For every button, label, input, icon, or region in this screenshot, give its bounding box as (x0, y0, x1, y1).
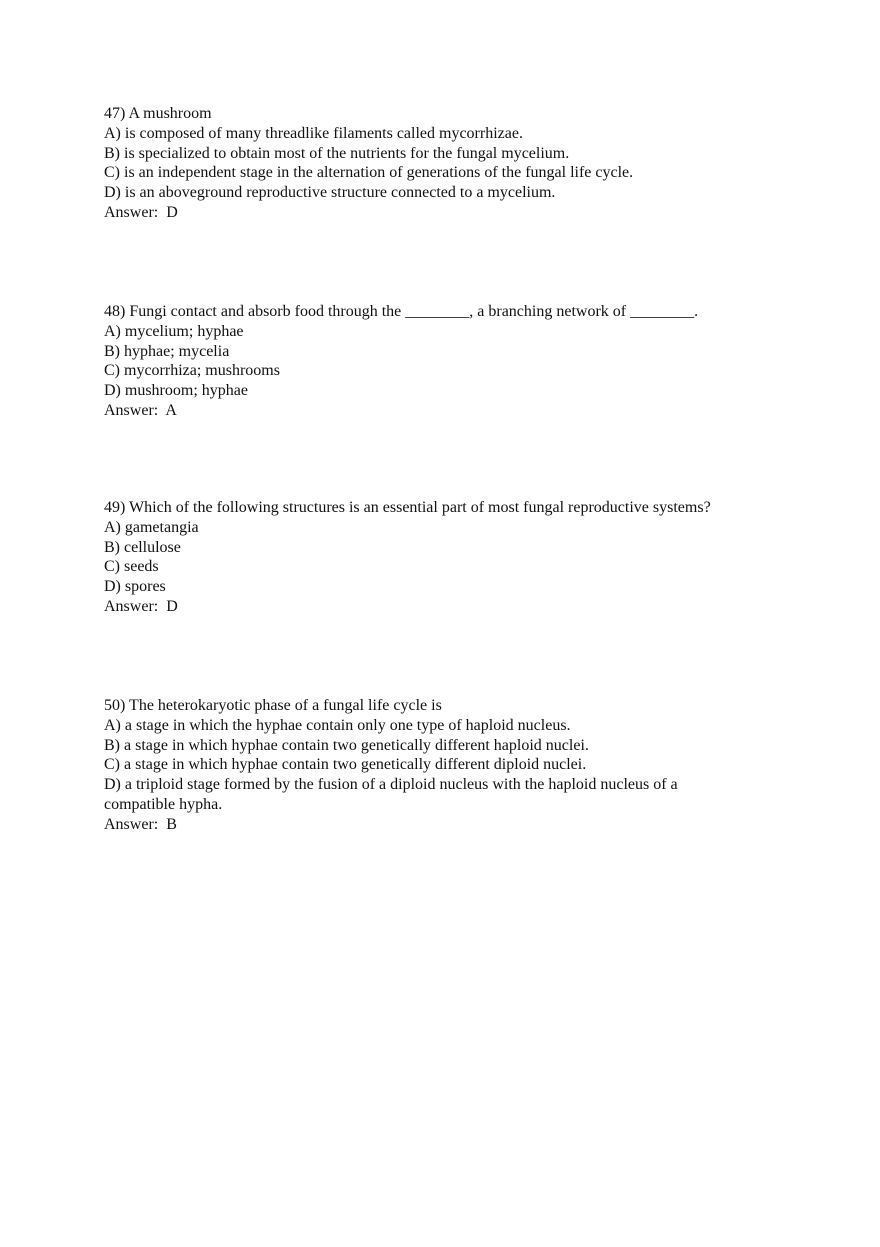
option-d: D) mushroom; hyphae (104, 382, 248, 400)
option-a: A) mycelium; hyphae (104, 322, 244, 340)
option-a: A) gametangia (104, 518, 199, 536)
question-47 (104, 104, 644, 223)
question-stem: 48) Fungi contact and absorb food through the ________, a branching network of ________. (104, 303, 699, 320)
question-49 (104, 498, 804, 617)
option-c: C) mycorrhiza; mushrooms (104, 362, 280, 380)
answer: Answer: A (104, 401, 177, 419)
option-d: D) spores (104, 578, 166, 596)
option-d: D) a triploid stage formed by the fusion of a diploid nucleus with the haploid nucleus of a compatible hypha. (104, 776, 682, 813)
option-d: D) is an aboveground reproductive structure connected to a mycelium. (104, 184, 556, 202)
option-a: A) a stage in which the hyphae contain only one type of haploid nucleus. (104, 716, 571, 734)
option-c: C) is an independent stage in the alternation of generations of the fungal life cycle. (104, 164, 634, 182)
question-stem: 49) Which of the following structures is an essential part of most fungal reproductive systems? (104, 499, 711, 516)
option-b: B) a stage in which hyphae contain two genetically different haploid nuclei. (104, 736, 589, 754)
option-c: C) a stage in which hyphae contain two genetically different diploid nuclei. (104, 756, 587, 774)
option-b: B) is specialized to obtain most of the nutrients for the fungal mycelium. (104, 144, 570, 162)
option-b: B) hyphae; mycelia (104, 342, 230, 360)
question-stem: 47) A mushroom (104, 105, 212, 122)
answer: Answer: B (104, 815, 177, 833)
option-a: A) is composed of many threadlike filaments called mycorrhizae. (104, 124, 523, 142)
option-c: C) seeds (104, 558, 159, 576)
answer: Answer: D (104, 203, 178, 221)
question-stem: 50) The heterokaryotic phase of a fungal life cycle is (104, 697, 442, 714)
question-48 (104, 302, 804, 421)
answer: Answer: D (104, 597, 178, 615)
option-b: B) cellulose (104, 538, 181, 556)
question-50 (104, 696, 744, 835)
